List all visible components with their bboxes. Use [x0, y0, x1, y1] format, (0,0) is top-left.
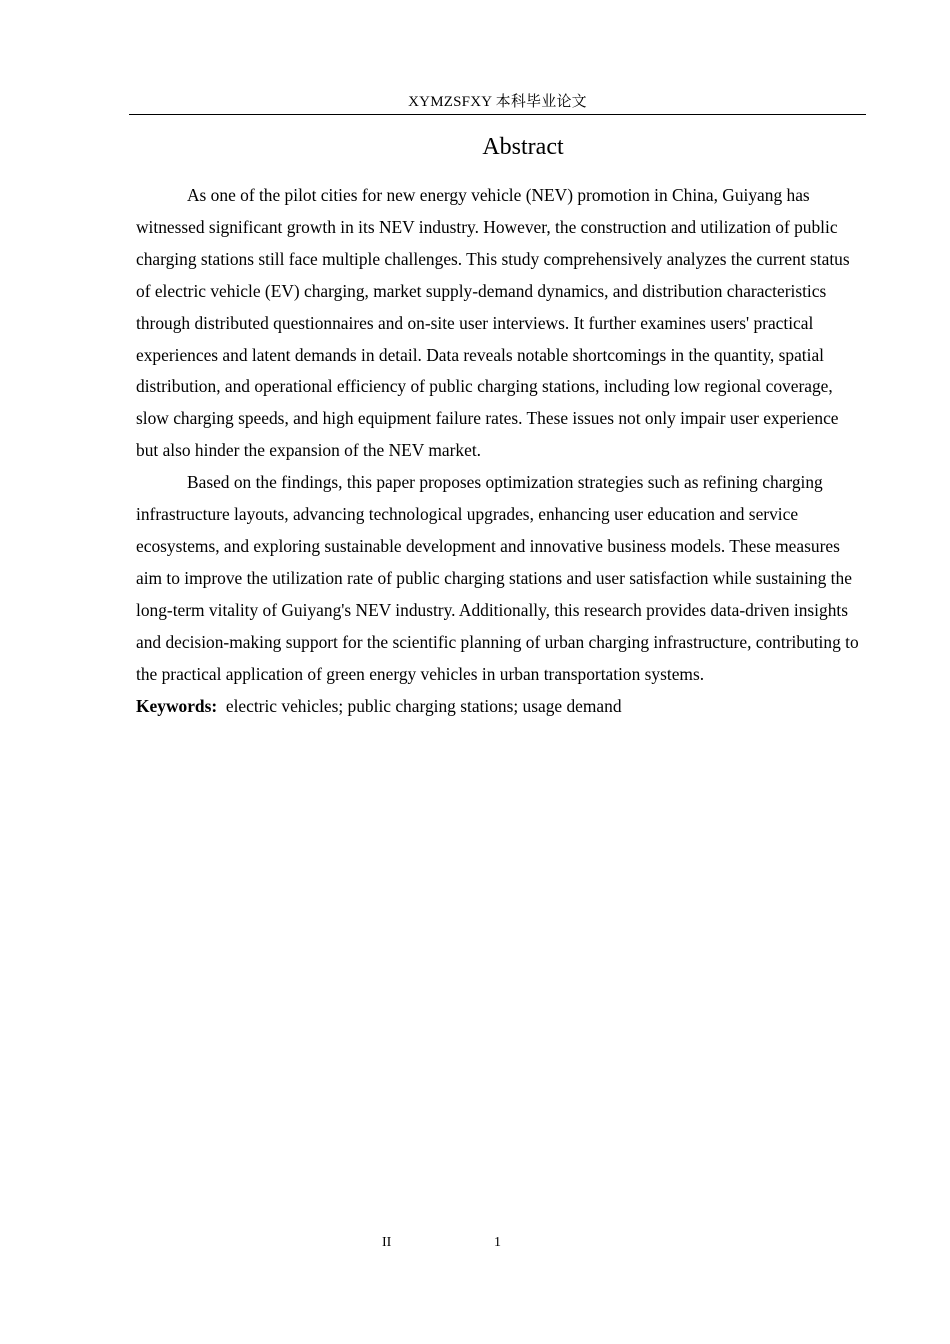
- page-header: XYMZSFXY 本科毕业论文: [408, 94, 587, 110]
- page-title: Abstract: [482, 134, 564, 160]
- abstract-paragraph-1: As one of the pilot cities for new energy vehicle (NEV) promotion in China, Guiyang has witnessed significant growth in its NEV industry. However, the construction and utilization of public charging stations still face multiple challenges. This study comprehensively analyzes the current status of electric vehicle (EV) charging, market supply-demand dynamics, and distribution characteristics through distributed questionnaires and on-site user interviews. It further examines users' practical experiences and latent demands in detail. Data reveals notable shortcomings in the quantity, spatial distribution, and operational efficiency of public charging stations, including low regional coverage, slow charging speeds, and high equipment failure rates. These issues not only impair user experience but also hinder the expansion of the NEV market.: [136, 185, 850, 461]
- keywords-text: electric vehicles; public charging stations; usage demand: [225, 695, 622, 716]
- keywords-label: Keywords:: [136, 695, 218, 716]
- footer-roman-page-number: II: [382, 1235, 392, 1250]
- footer-page-number: 1: [494, 1235, 501, 1250]
- abstract-body: [136, 180, 862, 722]
- header-divider: [129, 114, 866, 115]
- keywords-line: [136, 691, 862, 723]
- abstract-paragraph-2: Based on the findings, this paper proposes optimization strategies such as refining charging infrastructure layouts, advancing technological upgrades, enhancing user education and service ecosystems, and exploring sustainable development and innovative business models. These measures aim to improve the utilization rate of public charging stations and user satisfaction while sustaining the long-term vitality of Guiyang's NEV industry. Additionally, this research provides data-driven insights and decision-making support for the scientific planning of urban charging infrastructure, contributing to the practical application of green energy vehicles in urban transportation systems.: [136, 472, 859, 684]
